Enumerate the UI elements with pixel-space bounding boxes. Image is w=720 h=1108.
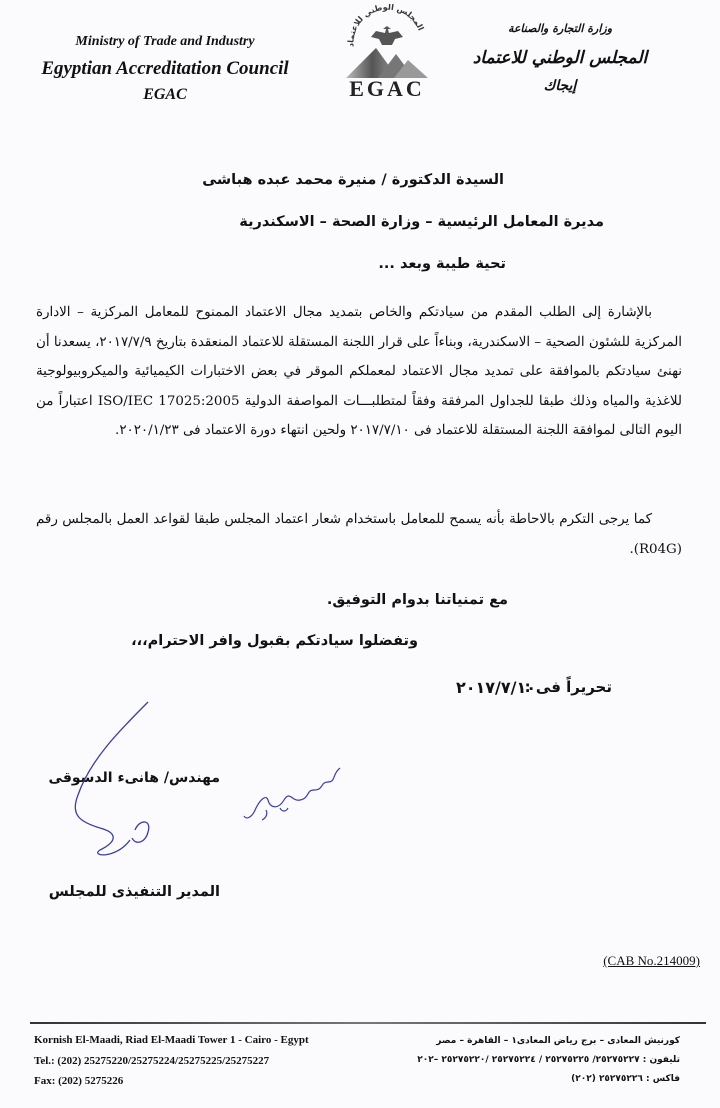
header-ar-abbr: إيجاك	[543, 78, 577, 94]
egac-logo	[336, 4, 438, 104]
footer-en-address: Kornish El-Maadi, Riad El-Maadi Tower 1 - Cairo - Egypt	[34, 1034, 309, 1046]
logo-arc-text: المجلس الوطني للاعتماد	[346, 4, 426, 48]
header-en-ministry: Ministry of Trade and Industry	[75, 34, 255, 49]
eagle-icon	[371, 26, 403, 45]
signer-role: المدير التنفيذى للمجلس	[48, 884, 220, 900]
date-value: ٢٠١٧/٧/١٠	[455, 678, 536, 697]
header-en-abbr: EGAC	[143, 86, 187, 103]
recipient-title: مديرة المعامل الرئيسية – وزارة الصحة – الاسكندرية	[239, 214, 604, 230]
logo-text: EGAC	[349, 76, 425, 101]
footer-en-fax: Fax: (202) 5275226	[34, 1075, 124, 1087]
closing-wishes: مع تمنياتنا بدوام التوفيق.	[326, 592, 508, 608]
pyramids-icon	[346, 48, 428, 78]
signer-name: مهندس/ هانىء الدسوقى	[48, 770, 220, 786]
header-en-council: Egyptian Accreditation Council	[41, 58, 289, 79]
date-label: تحريراً فى :	[524, 678, 612, 696]
header-ar-council: المجلس الوطني للاعتماد	[472, 48, 648, 68]
body-paragraph-2: كما يرجى التكرم بالاحاطة بأنه يسمح للمعامل باستخدام شعار اعتماد المجلس طبقا لقواعد العمل بالمجلس رقم (R04G).	[36, 512, 682, 557]
recipient-name: السيدة الدكتورة / منيرة محمد عبده هباشى	[202, 172, 504, 188]
footer-ar-fax: فاكس : ٢٥٢٧٥٢٢٦ (٢٠٢)	[571, 1074, 680, 1084]
footer-en-tel: Tel.: (202) 25275220/25275224/25275225/25275227	[34, 1055, 270, 1067]
header-ar-ministry: وزارة التجارة والصناعة	[507, 22, 613, 35]
body-paragraph-1: بالإشارة إلى الطلب المقدم من سيادتكم والخاص بتمديد مجال الاعتماد الممنوح للمعامل المركزية – الادارة المركزية للشئون الصحية – الاسكندرية، وبناءاً على قرار اللجنة المستقلة للاعتماد المنعقدة بتاريخ ٢٠١٧/٧/٩، يسعدنا أن نهنئ سيادتكم بالموافقة على تمديد مجال الاعتماد لمعملكم الموقر في بعض الاختبارات الكيميائية والميكروبيولوجية للاغذية والمياه وذلك طبقا للجداول المرفقة وفقاً لمتطلبـــات المواصفة الدولية ISO/IEC 17025:2005 اعتباراً من اليوم التالى لموافقة اللجنة المستقلة للاعتماد فى ٢٠١٧/٧/١٠ ولحين انتهاء دورة الاعتماد فى ٢٠٢٠/١/٢٣.	[36, 305, 683, 438]
footer-divider	[30, 1022, 706, 1024]
handwritten-note-icon	[240, 760, 350, 840]
cab-reference: (CAB No.214009)	[603, 953, 700, 968]
greeting: تحية طيبة وبعد ...	[378, 256, 506, 272]
footer-ar-tel: تليفون : ٢٥٢٧٥٢٢٧/ ٢٥٢٧٥٢٢٥ / ٢٥٢٧٥٢٢٤ /٢٥٢٧٥٢٢٠ –٢٠٢	[417, 1055, 680, 1065]
footer-ar-address: كورنيش المعادى – برج رياض المعادى١ – القاهرة – مصر	[436, 1036, 680, 1046]
handwritten-signature-icon	[60, 700, 160, 880]
closing-regards: وتفضلوا سيادتكم بقبول وافر الاحترام،،،	[131, 633, 418, 649]
